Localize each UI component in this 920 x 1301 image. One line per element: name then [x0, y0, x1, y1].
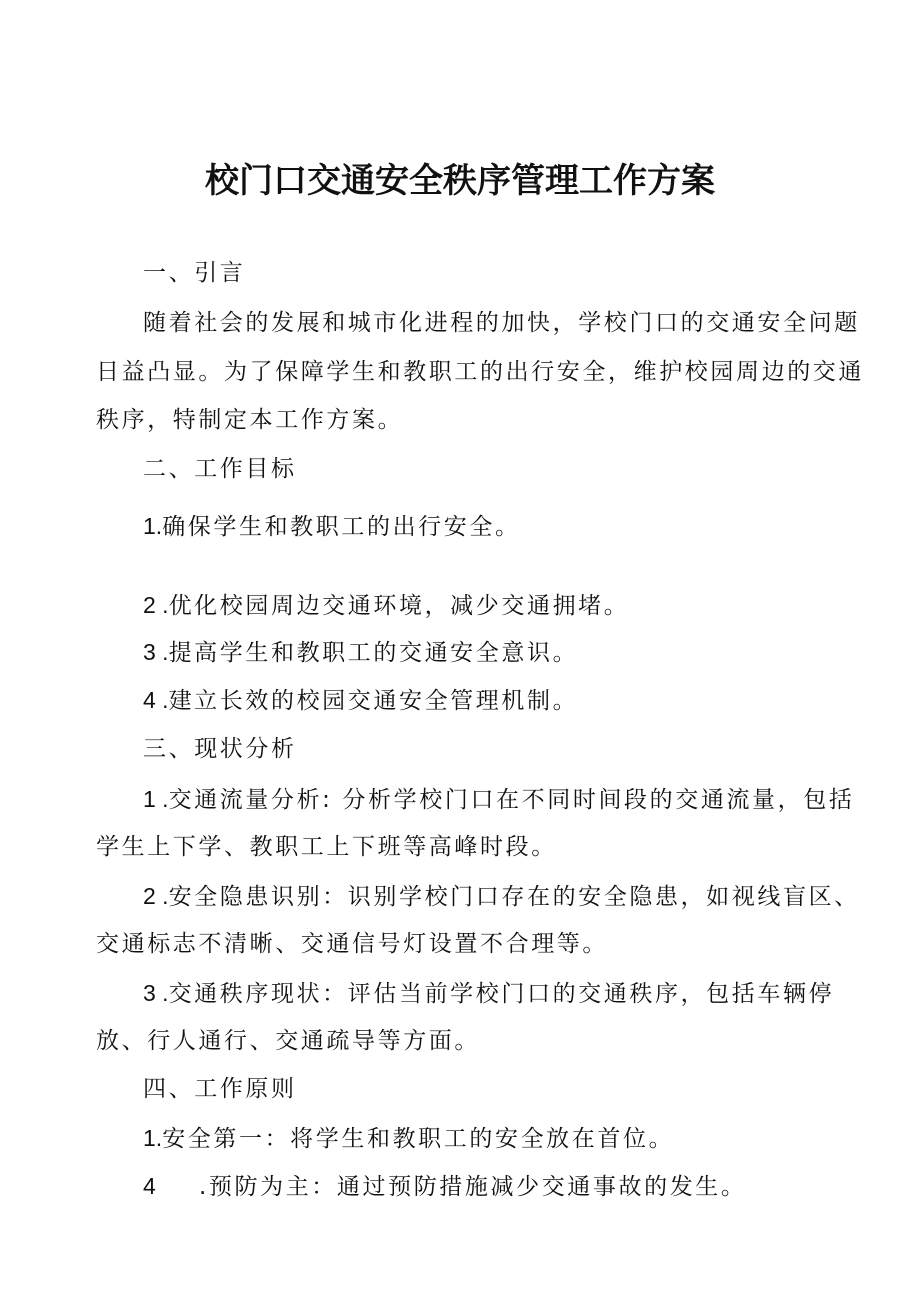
goal-item-2 [143, 590, 843, 621]
goal-item-3-number: 3 . [143, 639, 169, 665]
analysis-item-1-line-2: 学生上下学、教职工上下班等高峰时段。 [96, 834, 557, 860]
principle-item-2-text: .预防为主：通过预防措施减少交通事故的发生。 [199, 1174, 747, 1200]
analysis-item-3-number: 3 . [143, 980, 169, 1006]
section-heading-intro: 一、引言 [143, 260, 246, 286]
section-heading-analysis: 三、现状分析 [143, 736, 297, 762]
goal-item-1-text: 确保学生和教职工的出行安全。 [162, 514, 521, 540]
analysis-item-1-text: 交通流量分析: 分析学校门口在不同时间段的交通流量，包括 [168, 787, 855, 813]
section-heading-principles: 四、工作原则 [143, 1076, 297, 1102]
analysis-item-1-number: 1 . [143, 786, 169, 812]
document-title: 校门口交通安全秩序管理工作方案 [205, 161, 715, 201]
goal-item-4-text: 建立长效的校园交通安全管理机制。 [168, 688, 579, 714]
goal-item-3 [143, 637, 843, 668]
principle-item-2 [143, 1171, 843, 1202]
section-heading-goals: 二、工作目标 [143, 456, 297, 482]
goal-item-4 [143, 685, 843, 716]
goal-item-3-text: 提高学生和教职工的交通安全意识。 [168, 640, 579, 666]
principle-item-1-text: 安全第一：将学生和教职工的安全放在首位。 [162, 1126, 675, 1152]
goal-item-4-number: 4 . [143, 687, 169, 713]
analysis-item-1-line-1 [143, 784, 855, 815]
principle-item-2-number: 4 [143, 1173, 156, 1199]
goal-item-2-number: 2 . [143, 592, 169, 618]
principle-item-1-number: 1. [143, 1125, 163, 1151]
intro-paragraph-line-2: 日益凸显。为了保障学生和教职工的出行安全，维护校园周边的交通 [96, 359, 864, 385]
intro-paragraph-line-1: 随着社会的发展和城市化进程的加快，学校门口的交通安全问题 [143, 310, 860, 336]
analysis-item-3-text: 交通秩序现状：评估当前学校门口的交通秩序，包括车辆停 [168, 981, 835, 1007]
principle-item-1 [143, 1123, 843, 1154]
analysis-item-2-text: 安全隐患识别：识别学校门口存在的安全隐患，如视线盲区、 [168, 884, 860, 910]
goal-item-1-number: 1. [143, 513, 163, 539]
analysis-item-2-line-2: 交通标志不清晰、交通信号灯设置不合理等。 [96, 931, 608, 957]
goal-item-2-text: 优化校园周边交通环境，减少交通拥堵。 [168, 593, 630, 619]
analysis-item-3-line-2: 放、行人通行、交通疏导等方面。 [96, 1028, 480, 1054]
analysis-item-2-line-1 [143, 881, 860, 912]
analysis-item-3-line-1 [143, 978, 843, 1009]
intro-paragraph-line-3: 秩序，特制定本工作方案。 [96, 407, 404, 433]
goal-item-1 [143, 511, 843, 542]
analysis-item-2-number: 2 . [143, 883, 169, 909]
